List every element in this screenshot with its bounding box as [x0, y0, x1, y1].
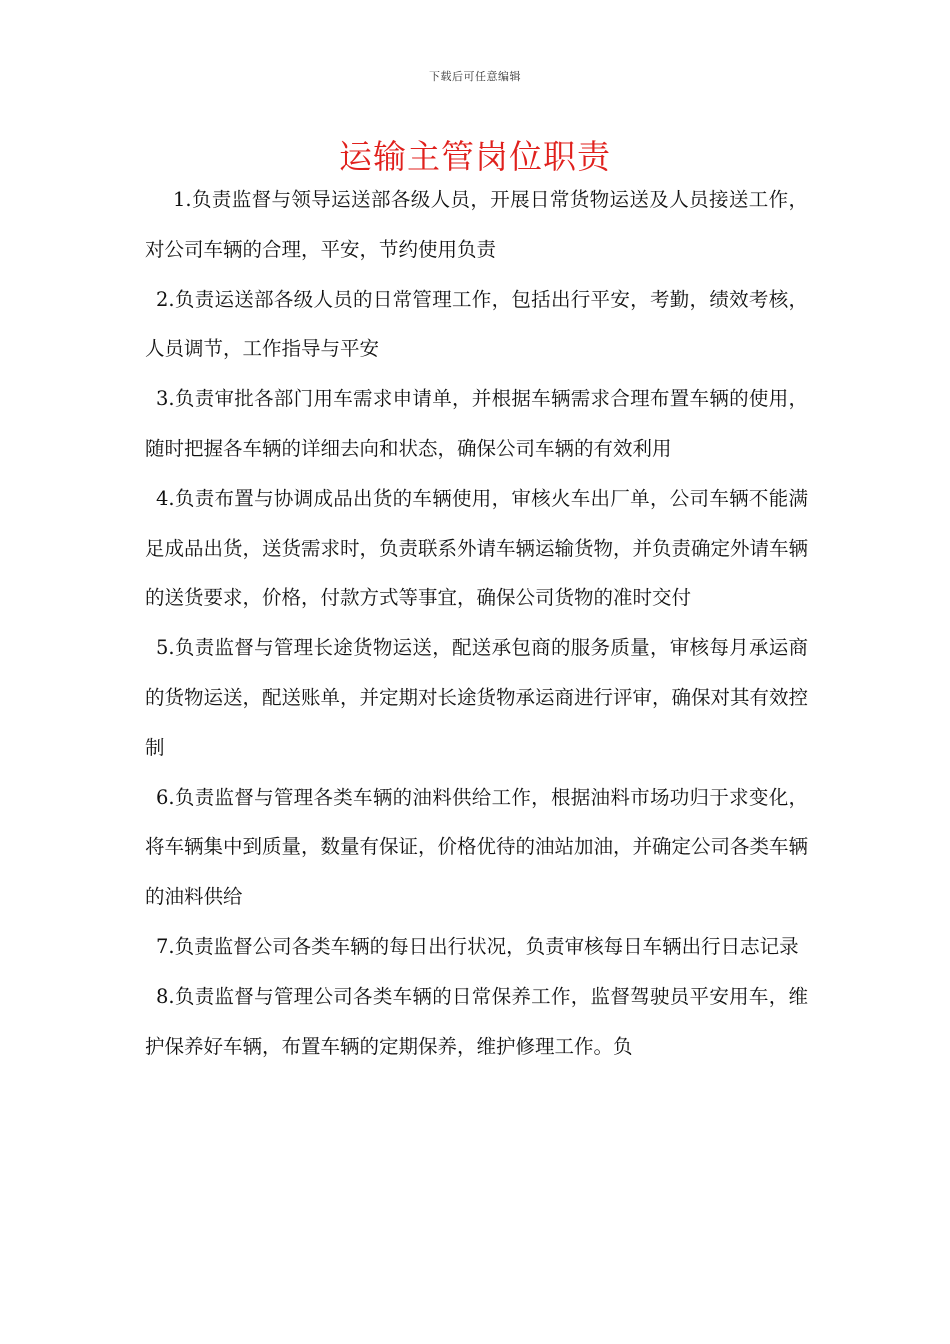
document-title: 运输主管岗位职责 [339, 137, 611, 176]
duty-paragraph-4: 4.负责布置与协调成品出货的车辆使用，审核火车出厂单，公司车辆不能满足成品出货，送货需求时，负责联系外请车辆运输货物，并负责确定外请车辆的送货要求，价格，付款方式等事宜，确保公司货物的准时交付 [145, 486, 809, 610]
duty-paragraph-1: 1.负责监督与领导运送部各级人员，开展日常货物运送及人员接送工作，对公司车辆的合理，平安，节约使用负责 [145, 188, 808, 261]
duty-paragraph-8: 8.负责监督与管理公司各类车辆的日常保养工作，监督驾驶员平安用车，维护保养好车辆，布置车辆的定期保养，维护修理工作。负 [145, 984, 808, 1058]
header-note: 下载后可任意编辑 [429, 70, 521, 83]
duty-paragraph-3: 3.负责审批各部门用车需求申请单，并根据车辆需求合理布置车辆的使用，随时把握各车辆的详细去向和状态，确保公司车辆的有效利用 [145, 387, 808, 460]
document-body [145, 175, 808, 1071]
duty-paragraph-5: 5.负责监督与管理长途货物运送，配送承包商的服务质量，审核每月承运商的货物运送，配送账单，并定期对长途货物承运商进行评审，确保对其有效控制 [145, 636, 809, 759]
duty-paragraph-2: 2.负责运送部各级人员的日常管理工作，包括出行平安，考勤，绩效考核，人员调节，工作指导与平安 [145, 287, 808, 361]
duty-paragraph-7: 7.负责监督公司各类车辆的每日出行状况，负责审核每日车辆出行日志记录 [156, 934, 799, 958]
duty-paragraph-6: 6.负责监督与管理各类车辆的油料供给工作，根据油料市场功归于求变化，将车辆集中到质量，数量有保证，价格优待的油站加油，并确定公司各类车辆的油料供给 [145, 785, 809, 909]
